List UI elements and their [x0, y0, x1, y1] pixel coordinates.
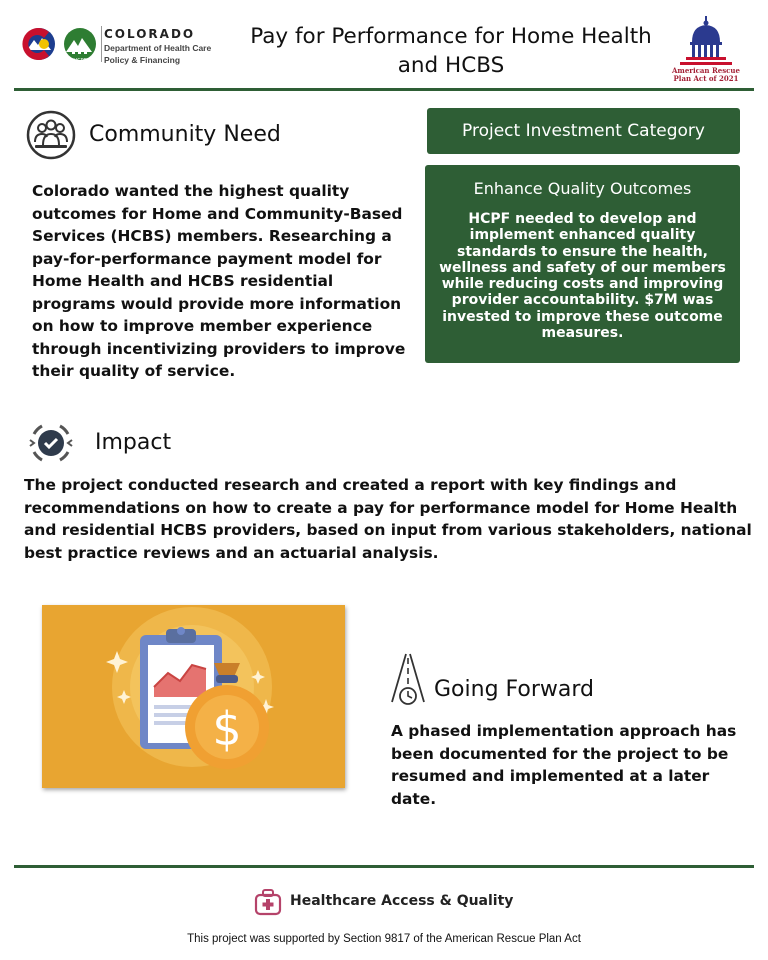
impact-body: The project conducted research and created a report with key findings and recommendations on how to create a pay for performance model for Home Health and residential HCBS providers, based on input from various stakeholders, national best practice reviews and an actuarial analysis.: [24, 476, 752, 562]
department-name: [104, 27, 234, 65]
impact-target-icon: [26, 418, 76, 468]
medical-kit-icon: [254, 888, 282, 916]
going-forward-heading: Going Forward: [434, 677, 594, 702]
community-need-body: Colorado wanted the highest quality outcomes for Home and Community-Based Services (HCBS) members. Researching a pay-for-performance payment model for Home Health and HCBS residential programs would provide more information on how to improve member experience through incentivizing providers to improve their quality of service.: [32, 182, 406, 380]
impact-heading: Impact: [95, 430, 172, 455]
dollar-sign: $: [212, 702, 242, 756]
road-clock-icon: [388, 652, 428, 708]
arpa-line-1: American Rescue: [672, 66, 740, 75]
community-need-heading: Community Need: [89, 122, 281, 147]
funding-note: This project was supported by Section 9817 of the American Rescue Plan Act: [187, 933, 581, 945]
investment-category-label: [427, 108, 740, 154]
investment-category-box: [425, 165, 740, 363]
hcpf-badge-text: HCPF: [73, 58, 87, 64]
going-forward-body: A phased implementation approach has been documented for the project to be resumed and implemented at a later date.: [391, 722, 737, 808]
clipboard-money-illustration: [42, 605, 345, 788]
investment-category-label-text: Project Investment Category: [462, 121, 705, 141]
clipboard-money-graphic: [42, 605, 345, 788]
state-name: COLORADO: [104, 27, 196, 41]
department-line-2: Policy & Financing: [104, 55, 181, 65]
focus-area-label: Healthcare Access & Quality: [290, 893, 514, 909]
arpa-label: [666, 67, 746, 83]
arpa-line-2: Plan Act of 2021: [673, 74, 739, 83]
header-divider: [14, 88, 754, 91]
investment-category-title: Enhance Quality Outcomes: [473, 179, 692, 198]
page-title: Pay for Performance for Home Health and HCBS: [250, 24, 652, 78]
investment-category-body: HCPF needed to develop and implement enhanced quality standards to ensure the health, wellness and safety of our members while reducing costs and improving provider accountability. $7M was invested to improve these outcome measures.: [439, 211, 726, 342]
footer-divider: [14, 865, 754, 868]
department-line-1: Department of Health Care: [104, 43, 212, 53]
community-people-icon: [26, 110, 76, 160]
